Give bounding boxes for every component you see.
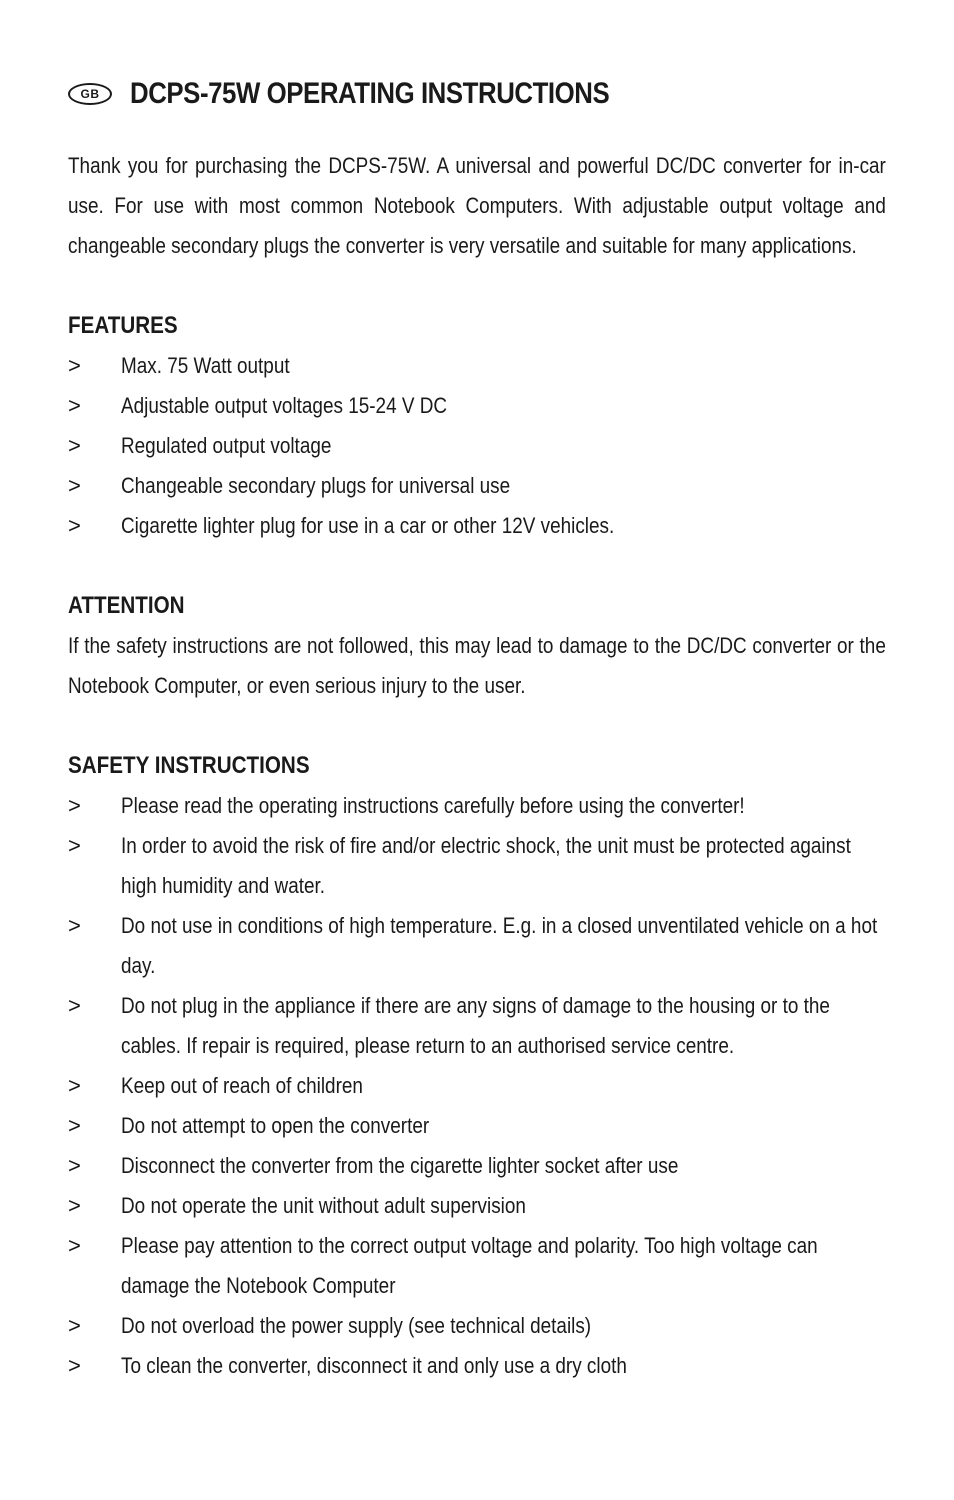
bullet-marker: > (68, 473, 81, 498)
list-item-text: Do not overload the power supply (see technical details) (121, 1313, 592, 1338)
bullet-marker: > (68, 1153, 81, 1178)
list-item-text: To clean the converter, disconnect it and only use a dry cloth (121, 1353, 627, 1378)
bullet-marker: > (68, 913, 81, 938)
language-badge: GB (68, 83, 112, 105)
list-item (68, 1146, 886, 1186)
safety-list (68, 786, 886, 1386)
bullet-marker: > (68, 1353, 81, 1378)
features-heading: FEATURES (68, 312, 178, 339)
bullet-marker: > (68, 1073, 81, 1098)
list-item (68, 1346, 886, 1386)
features-list (68, 346, 886, 546)
page-title: DCPS-75W OPERATING INSTRUCTIONS (130, 77, 610, 110)
intro-paragraph: Thank you for purchasing the DCPS-75W. A universal and powerful DC/DC converter for in-car use. For use with most common Notebook Computers. With adjustable output voltage and changeable secondary plugs the converter is very versatile and suitable for many applications. (68, 153, 886, 258)
bullet-marker: > (68, 993, 81, 1018)
list-item-text: Do not plug in the appliance if there are any signs of damage to the housing or to the cables. If repair is required, please return to an authorised service centre. (121, 993, 830, 1058)
bullet-marker: > (68, 1113, 81, 1138)
title-row (68, 70, 886, 118)
list-item-text: Keep out of reach of children (121, 1073, 363, 1098)
list-item (68, 786, 886, 826)
list-item-text: Please read the operating instructions carefully before using the converter! (121, 793, 745, 818)
bullet-marker: > (68, 1313, 81, 1338)
list-item-text: Do not operate the unit without adult supervision (121, 1193, 526, 1218)
list-item (68, 1186, 886, 1226)
list-item (68, 986, 886, 1066)
attention-text: If the safety instructions are not followed, this may lead to damage to the DC/DC converter or the Notebook Computer, or even serious injury to the user. (68, 633, 886, 698)
instruction-page (68, 70, 886, 1386)
list-item (68, 386, 886, 426)
safety-heading: SAFETY INSTRUCTIONS (68, 752, 310, 779)
list-item-text: Regulated output voltage (121, 433, 332, 458)
list-item-text: In order to avoid the risk of fire and/or electric shock, the unit must be protected against high humidity and water. (121, 833, 851, 898)
bullet-marker: > (68, 793, 81, 818)
list-item (68, 506, 886, 546)
list-item-text: Max. 75 Watt output (121, 353, 290, 378)
bullet-marker: > (68, 1193, 81, 1218)
list-item (68, 826, 886, 906)
list-item (68, 1226, 886, 1306)
attention-heading: ATTENTION (68, 592, 185, 619)
list-item-text: Adjustable output voltages 15-24 V DC (121, 393, 448, 418)
list-item (68, 906, 886, 986)
bullet-marker: > (68, 833, 81, 858)
list-item (68, 1306, 886, 1346)
features-section (68, 306, 886, 546)
list-item (68, 466, 886, 506)
list-item-text: Do not attempt to open the converter (121, 1113, 430, 1138)
list-item-text: Do not use in conditions of high temperature. E.g. in a closed unventilated vehicle on a hot day. (121, 913, 878, 978)
list-item-text: Please pay attention to the correct output voltage and polarity. Too high voltage can damage the Notebook Computer (121, 1233, 818, 1298)
safety-section (68, 746, 886, 1386)
bullet-marker: > (68, 353, 81, 378)
list-item (68, 1106, 886, 1146)
list-item (68, 1066, 886, 1106)
list-item-text: Changeable secondary plugs for universal use (121, 473, 511, 498)
list-item (68, 346, 886, 386)
list-item-text: Disconnect the converter from the cigarette lighter socket after use (121, 1153, 679, 1178)
attention-section (68, 586, 886, 706)
bullet-marker: > (68, 513, 81, 538)
list-item-text: Cigarette lighter plug for use in a car or other 12V vehicles. (121, 513, 615, 538)
bullet-marker: > (68, 393, 81, 418)
bullet-marker: > (68, 433, 81, 458)
bullet-marker: > (68, 1233, 81, 1258)
list-item (68, 426, 886, 466)
